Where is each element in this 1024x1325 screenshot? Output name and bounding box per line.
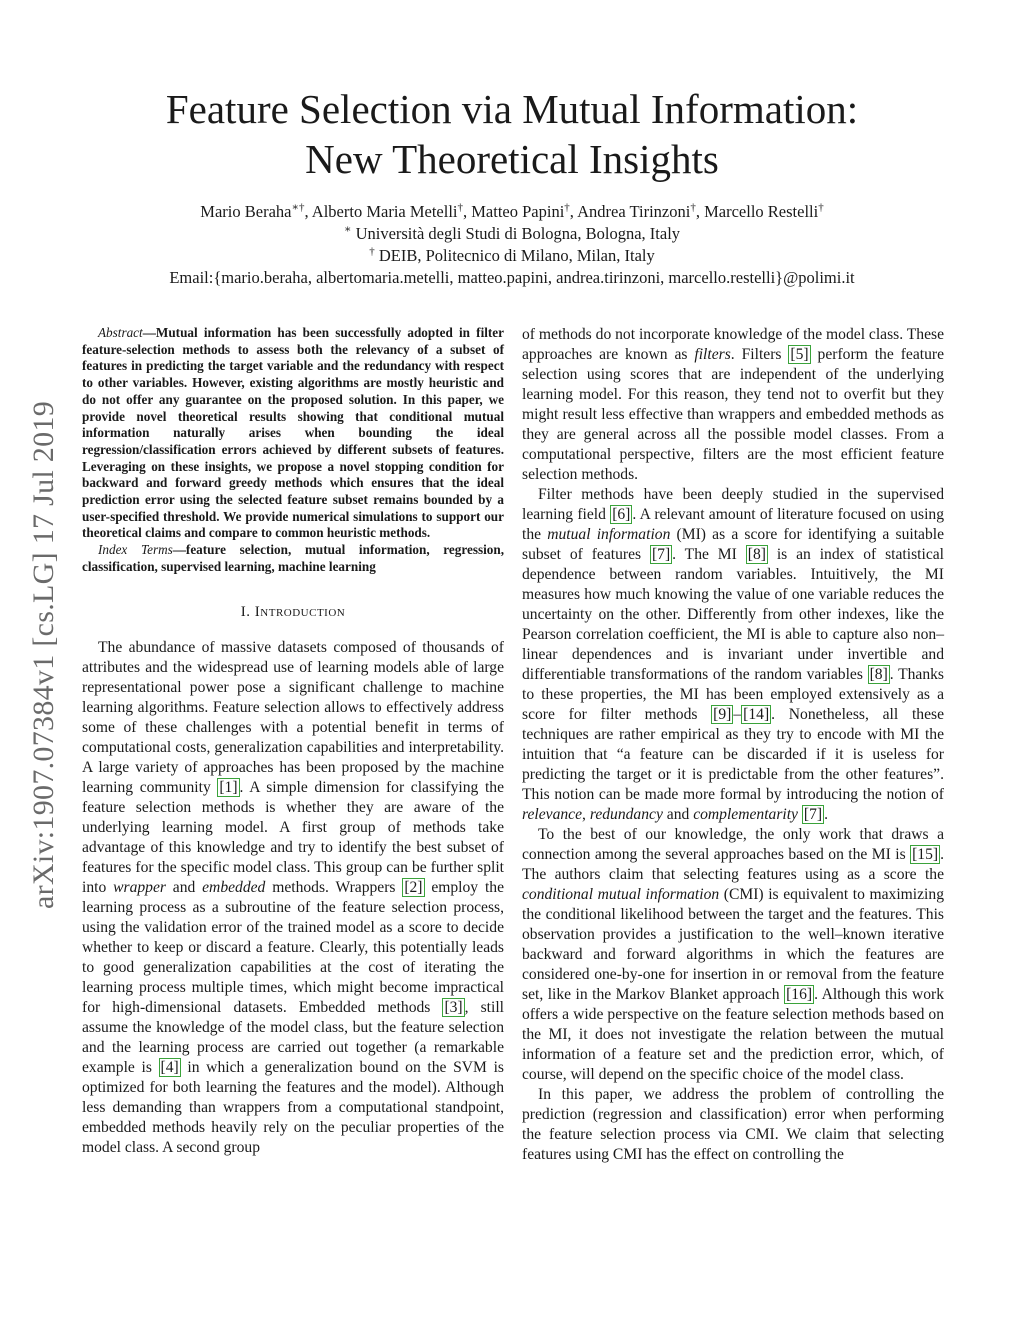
emphasis: filters [694,346,731,363]
text-run: , [582,806,590,823]
author-email: Email:{mario.beraha, albertomaria.metelli, matteo.papini, andrea.tirinzoni, marcello.restelli}@polimi.it [169,268,855,287]
author-name: Marcello Restelli [704,202,819,221]
emphasis: redundancy [589,806,663,823]
text-run: . The authors claim that selecting features using as a score the [522,846,944,883]
citation-link[interactable]: [7] [803,806,823,823]
paragraph-filters [522,325,944,485]
title-line-2: New Theoretical Insights [305,136,719,182]
citation-link[interactable]: [1] [219,778,238,796]
text-run: . A simple dimension for classifying the feature selection methods is whether they are aware of the underlying learning model. A first group of methods take advantage of this knowledge and try to identify the best subset of features for the specific model class. This group can be further split into [82,778,504,896]
citation-link[interactable]: [2] [404,878,423,896]
section-heading [82,602,504,622]
text-run: – [733,706,742,723]
citation-link[interactable]: [8] [747,546,766,563]
index-terms-label: Index Terms [98,542,173,558]
abstract-text: —Mutual information has been successfully adopted in filter feature-selection methods to assess both the relevancy of a subset of features in predicting the target variable and the redundancy with respect to other variables. However, existing algorithms are mostly heuristic and do not offer any guarantee on the proposed solution. In this paper, we provide novel theoretical results showing that conditional mutual information naturally arises when bounding the ideal regression/classification errors achieved by different subsets of features. Leveraging on these insights, we propose a novel stopping condition for backward and forward greedy methods which ensures that the ideal prediction error using the selected feature subset remains bounded by a user-specified threshold. We provide numerical simulations to support our theoretical claims and compare to common heuristic methods. [82,325,504,541]
text-run: . [824,806,828,823]
affiliation-2 [60,245,964,267]
affiliation-text: Università degli Studi di Bologna, Bologna, Italy [355,224,681,243]
text-run: of methods do not incorporate knowledge of the model class. These approaches are known as [522,326,944,363]
emphasis: conditional mutual information [522,886,720,903]
citation-link[interactable]: [7] [651,546,671,563]
text-run: . Although this work offers a wide perspective on the feature selection methods based on the MI, it does not investigate the relation between the mutual information of a feature set and the prediction error, which, of course, will depend on the specific choice of the model class. [522,986,944,1083]
citation-link[interactable]: [8] [869,666,888,683]
author-list: Mario Beraha∗†, Alberto Maria Metelli†, Matteo Papini†, Andrea Tirinzoni†, Marcello Restelli† [200,201,824,221]
citation-link[interactable]: [3] [444,998,463,1016]
text-run: In this paper, we address the problem of controlling the prediction (regression and classification) error when performing the feature selection process via CMI. We claim that selecting features using CMI has the effect on controlling the [522,1086,944,1163]
text-run: To the best of our knowledge, the only work that draws a connection among the several approaches based on the MI is [522,826,944,863]
emphasis: wrapper [113,878,166,896]
citation-link[interactable]: [9] [713,706,732,723]
emphasis: embedded [202,878,266,896]
author-mark: † [457,201,464,214]
affiliation-text: DEIB, Politecnico di Milano, Milan, Italy [378,246,655,265]
citation-link[interactable]: [5] [790,346,809,363]
author-block [60,201,964,289]
section-number: I. [240,603,251,620]
paragraph-mutual-information [522,485,944,825]
text-run: methods. Wrappers [265,878,403,896]
text-run: . Filters [730,346,789,363]
emphasis: relevance [522,806,583,823]
text-run: . Nonetheless, all these techniques are rather empirical as they try to encode with MI the intuition that “a feature can be discarded if it is useless for predicting the target or it is predictable from the other features”. This notion can be made more formal by introducing the notion of [522,706,944,803]
text-run: The abundance of massive datasets composed of thousands of attributes and the widespread use of learning models able of large representational power pose a significant challenge to machine learning algorithms. Feature selection allows to effectively address some of these challenges with a potential benefit in terms of computational costs, generalization capabilities and interpretability. A large variety of approaches has been proposed by the machine learning community [82,638,504,796]
author-name: Andrea Tirinzoni [577,202,691,221]
text-run: (MI) as a score for identifying a suitable subset of features [522,526,945,563]
author-mark: † [818,201,824,214]
index-terms-text: —feature selection, mutual information, regression, classification, supervised learning, machine learning [82,542,504,574]
intro-paragraph [82,638,504,1158]
affiliation-mark: ∗ [343,223,352,236]
author-mark: † [564,201,570,214]
text-run: (CMI) is equivalent to maximizing the conditional likelihood between the target and the features. This observation provides a justification to the well–known iterative backward and forward algorithms in which the features are considered one-by-one for insertion in or removal from the feature set, like in the Markov Blanket approach [522,886,944,1003]
title-line-1: Feature Selection via Mutual Information: [165,86,859,132]
abstract [82,325,504,542]
author-name: Alberto Maria Metelli [311,202,458,221]
emphasis: complementarity [693,806,798,823]
right-column [522,325,944,1165]
affiliation-mark: † [369,245,375,258]
section-title: Introduction [254,603,346,620]
index-terms [82,542,504,575]
text-run: . Thanks to these properties, the MI has been employed extensively as a score for filter methods [522,666,944,723]
text-run: , still assume the knowledge of the model class, but the feature selection and the learning process are carried out together (a remarkable example is [82,998,504,1076]
paragraph-this-paper [522,1085,944,1165]
author-name: Mario Beraha [200,202,292,221]
text-run: in which a generalization bound on the SVM is optimized for both learning the features and the model). Although less demanding than wrappers from a computational standpoint, embedded methods heavily rely on the peculiar properties of the model class. A second group [82,1058,504,1156]
author-name: Matteo Papini [471,202,565,221]
citation-link[interactable]: [6] [612,506,631,523]
citation-link[interactable]: [15] [912,846,939,863]
citation-link[interactable]: [16] [786,986,813,1003]
text-run: . A relevant amount of literature focused on using the [522,506,944,543]
abstract-label: Abstract [98,325,143,340]
citation-link[interactable]: [4] [160,1058,179,1076]
arxiv-identifier: arXiv:1907.07384v1 [cs.LG] 17 Jul 2019 [27,400,61,910]
emphasis: mutual information [547,526,671,543]
author-mark: ∗† [291,201,305,214]
text-run: and [662,806,694,823]
text-run: perform the feature selection using scores that are independent of the underlying learning model. For this reason, they tend not to overfit but they might result less effective than wrappers and embedded methods as they are general across all the possible model classes. From a computational perspective, filters are the most efficient feature selection methods. [522,346,944,483]
text-run: is an index of statistical dependence between random variables. Intuitively, the MI measures how much knowing the value of one variable reduces the uncertainty on the other. Differently from other indexes, like the Pearson correlation coefficient, the MI is able to capture also non–linear dependences and is invariant under invertible and differentiable transformations of the random variables [522,546,944,683]
text-run: and [165,878,203,896]
author-mark: † [690,201,696,214]
text-run: . The MI [672,546,746,563]
text-run: Filter methods have been deeply studied in the supervised learning field [522,486,944,523]
citation-link[interactable]: [14] [743,706,770,723]
paper-title [60,84,964,184]
left-column [82,325,504,1158]
text-run: employ the learning process as a subroutine of the feature selection process, using the validation error of the trained model as a score to decide whether to keep or discard a feature. Clearly, this potentially leads to good generalization capabilities at the cost of iterating the learning process multiple times, which might become impractical for high-dimensional datasets. Embedded methods [82,878,504,1016]
arxiv-side-stamp [22,360,66,950]
affiliation-1 [60,223,964,245]
paragraph-prior-work [522,825,944,1085]
